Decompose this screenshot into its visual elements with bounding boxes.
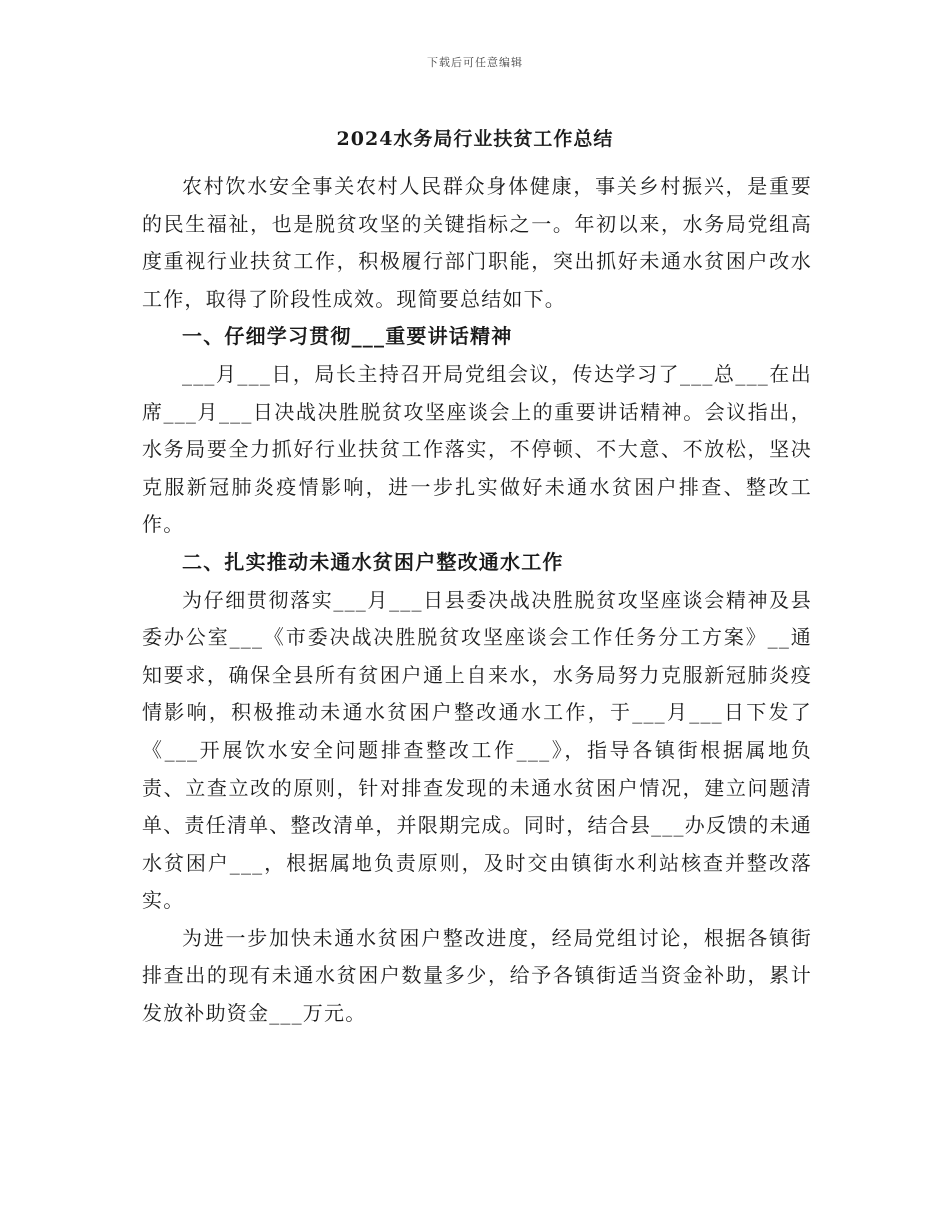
document-title: 2024水务局行业扶贫工作总结 — [336, 128, 614, 150]
document-body — [142, 168, 812, 1033]
paragraph-section-1: ___月___日，局长主持召开局党组会议，传达学习了___总___在出席___月___日决战决胜脱贫攻坚座谈会上的重要讲话精神。会议指出，水务局要全力抓好行业扶贫工作落实，不停顿、不大意、不放松，坚决克服新冠肺炎疫情影响，进一步扎实做好未通水贫困户排查、整改工作。 — [142, 361, 812, 537]
section-heading-1: 一、仔细学习贯彻___重要讲话精神 — [182, 324, 513, 349]
paragraph-section-2a: 为仔细贯彻落实___月___日县委决战决胜脱贫攻坚座谈会精神及县委办公室___《市委决战决胜脱贫攻坚座谈会工作任务分工方案》__通知要求，确保全县所有贫困户通上自来水，水务局努力克服新冠肺炎疫情影响，积极推动未通水贫困户整改通水工作，于___月___日下发了《___开展饮水安全问题排查整改工作___》，指导各镇街根据属地负责、立查立改的原则，针对排查发现的未通水贫困户情况，建立问题清单、责任清单、整改清单，并限期完成。同时，结合县___办反馈的未通水贫困户___，根据属地负责原则，及时交由镇街水利站核查并整改落实。 — [142, 587, 812, 913]
paragraph-section-2b: 为进一步加快未通水贫困户整改进度，经局党组讨论，根据各镇街排查出的现有未通水贫困户数量多少，给予各镇街适当资金补助，累计发放补助资金___万元。 — [142, 925, 812, 1026]
header-note: 下载后可任意编辑 — [427, 56, 523, 69]
paragraph-intro: 农村饮水安全事关农村人民群众身体健康，事关乡村振兴，是重要的民生福祉，也是脱贫攻坚的关键指标之一。年初以来，水务局党组高度重视行业扶贫工作，积极履行部门职能，突出抓好未通水贫困户改水工作，取得了阶段性成效。现简要总结如下。 — [142, 174, 812, 311]
section-heading-2: 二、扎实推动未通水贫困户整改通水工作 — [182, 549, 564, 574]
